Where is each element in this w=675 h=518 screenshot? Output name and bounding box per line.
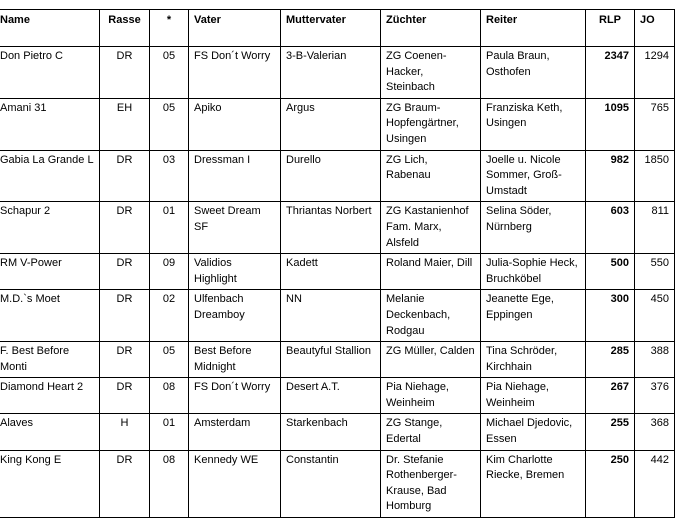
cell-zuechter: ZG Coenen-Hacker, Steinbach <box>381 47 481 99</box>
cell-jo: 388 <box>635 342 675 378</box>
table-row <box>0 254 675 290</box>
table-row <box>0 290 675 342</box>
cell-muttervater: Starkenbach <box>281 414 381 450</box>
cell-year: 09 <box>150 254 189 290</box>
header-year: * <box>150 10 189 47</box>
header-reiter: Reiter <box>481 10 586 47</box>
cell-reiter: Joelle u. Nicole Sommer, Groß-Umstadt <box>481 150 586 202</box>
cell-name: King Kong E <box>0 450 100 517</box>
table-row <box>0 202 675 254</box>
cell-name: Don Pietro C <box>0 47 100 99</box>
header-rasse: Rasse <box>100 10 150 47</box>
cell-vater: Best Before Midnight <box>189 342 281 378</box>
cell-name: RM V-Power <box>0 254 100 290</box>
cell-reiter: Franziska Keth, Usingen <box>481 98 586 150</box>
cell-vater: Sweet Dream SF <box>189 202 281 254</box>
cell-vater: Dressman I <box>189 150 281 202</box>
cell-muttervater: Argus <box>281 98 381 150</box>
cell-year: 05 <box>150 342 189 378</box>
cell-muttervater: Constantin <box>281 450 381 517</box>
cell-jo: 811 <box>635 202 675 254</box>
cell-name: Alaves <box>0 414 100 450</box>
cell-jo: 550 <box>635 254 675 290</box>
cell-jo: 368 <box>635 414 675 450</box>
table-row <box>0 414 675 450</box>
cell-zuechter: Melanie Deckenbach, Rodgau <box>381 290 481 342</box>
cell-name: F. Best Before Monti <box>0 342 100 378</box>
cell-name: M.D.`s Moet <box>0 290 100 342</box>
cell-reiter: Jeanette Ege, Eppingen <box>481 290 586 342</box>
cell-zuechter: ZG Kastanienhof Fam. Marx, Alsfeld <box>381 202 481 254</box>
cell-zuechter: ZG Braum-Hopfengärtner, Usingen <box>381 98 481 150</box>
header-row <box>0 10 675 47</box>
cell-rlp: 250 <box>586 450 635 517</box>
cell-jo: 442 <box>635 450 675 517</box>
cell-zuechter: Dr. Stefanie Rothenberger-Krause, Bad Homburg <box>381 450 481 517</box>
cell-rlp: 255 <box>586 414 635 450</box>
cell-jo: 450 <box>635 290 675 342</box>
header-jo: JO <box>635 10 675 47</box>
cell-rasse: DR <box>100 290 150 342</box>
cell-jo: 765 <box>635 98 675 150</box>
cell-rlp: 1095 <box>586 98 635 150</box>
cell-year: 01 <box>150 202 189 254</box>
table-row <box>0 150 675 202</box>
header-rlp: RLP <box>586 10 635 47</box>
cell-rasse: DR <box>100 150 150 202</box>
header-name: Name <box>0 10 100 47</box>
cell-vater: Kennedy WE <box>189 450 281 517</box>
cell-muttervater: NN <box>281 290 381 342</box>
table-row <box>0 450 675 517</box>
cell-rasse: DR <box>100 342 150 378</box>
cell-vater: Apiko <box>189 98 281 150</box>
cell-vater: FS Don´t Worry <box>189 47 281 99</box>
cell-zuechter: ZG Stange, Edertal <box>381 414 481 450</box>
table-row <box>0 378 675 414</box>
cell-vater: FS Don´t Worry <box>189 378 281 414</box>
cell-zuechter: ZG Müller, Calden <box>381 342 481 378</box>
cell-muttervater: 3-B-Valerian <box>281 47 381 99</box>
cell-rasse: H <box>100 414 150 450</box>
cell-rasse: DR <box>100 47 150 99</box>
cell-year: 08 <box>150 450 189 517</box>
cell-reiter: Paula Braun, Osthofen <box>481 47 586 99</box>
cell-rasse: DR <box>100 378 150 414</box>
cell-rasse: DR <box>100 254 150 290</box>
cell-name: Schapur 2 <box>0 202 100 254</box>
cell-vater: Ulfenbach Dreamboy <box>189 290 281 342</box>
cell-rasse: DR <box>100 450 150 517</box>
cell-muttervater: Beautyful Stallion <box>281 342 381 378</box>
header-zuechter: Züchter <box>381 10 481 47</box>
cell-reiter: Kim Charlotte Riecke, Bremen <box>481 450 586 517</box>
cell-name: Gabia La Grande L <box>0 150 100 202</box>
document-page <box>0 9 675 518</box>
cell-zuechter: Pia Niehage, Weinheim <box>381 378 481 414</box>
cell-year: 03 <box>150 150 189 202</box>
cell-rasse: EH <box>100 98 150 150</box>
table-row <box>0 342 675 378</box>
cell-reiter: Julia-Sophie Heck, Bruchköbel <box>481 254 586 290</box>
cell-rasse: DR <box>100 202 150 254</box>
cell-muttervater: Durello <box>281 150 381 202</box>
cell-year: 05 <box>150 47 189 99</box>
cell-reiter: Michael Djedovic, Essen <box>481 414 586 450</box>
table-row <box>0 47 675 99</box>
cell-rlp: 603 <box>586 202 635 254</box>
cell-rlp: 285 <box>586 342 635 378</box>
cell-reiter: Tina Schröder, Kirchhain <box>481 342 586 378</box>
cell-year: 02 <box>150 290 189 342</box>
cell-muttervater: Kadett <box>281 254 381 290</box>
cell-rlp: 982 <box>586 150 635 202</box>
cell-reiter: Pia Niehage, Weinheim <box>481 378 586 414</box>
table-row <box>0 98 675 150</box>
cell-muttervater: Desert A.T. <box>281 378 381 414</box>
cell-year: 01 <box>150 414 189 450</box>
cell-name: Diamond Heart 2 <box>0 378 100 414</box>
cell-muttervater: Thriantas Norbert <box>281 202 381 254</box>
cell-year: 05 <box>150 98 189 150</box>
cell-name: Amani 31 <box>0 98 100 150</box>
cell-jo: 1850 <box>635 150 675 202</box>
cell-jo: 376 <box>635 378 675 414</box>
cell-vater: Validios Highlight <box>189 254 281 290</box>
cell-rlp: 2347 <box>586 47 635 99</box>
header-vater: Vater <box>189 10 281 47</box>
header-muttervater: Muttervater <box>281 10 381 47</box>
cell-rlp: 267 <box>586 378 635 414</box>
ranking-table <box>0 9 675 518</box>
cell-reiter: Selina Söder, Nürnberg <box>481 202 586 254</box>
cell-vater: Amsterdam <box>189 414 281 450</box>
cell-zuechter: Roland Maier, Dill <box>381 254 481 290</box>
cell-rlp: 300 <box>586 290 635 342</box>
cell-jo: 1294 <box>635 47 675 99</box>
cell-year: 08 <box>150 378 189 414</box>
cell-rlp: 500 <box>586 254 635 290</box>
cell-zuechter: ZG Lich, Rabenau <box>381 150 481 202</box>
